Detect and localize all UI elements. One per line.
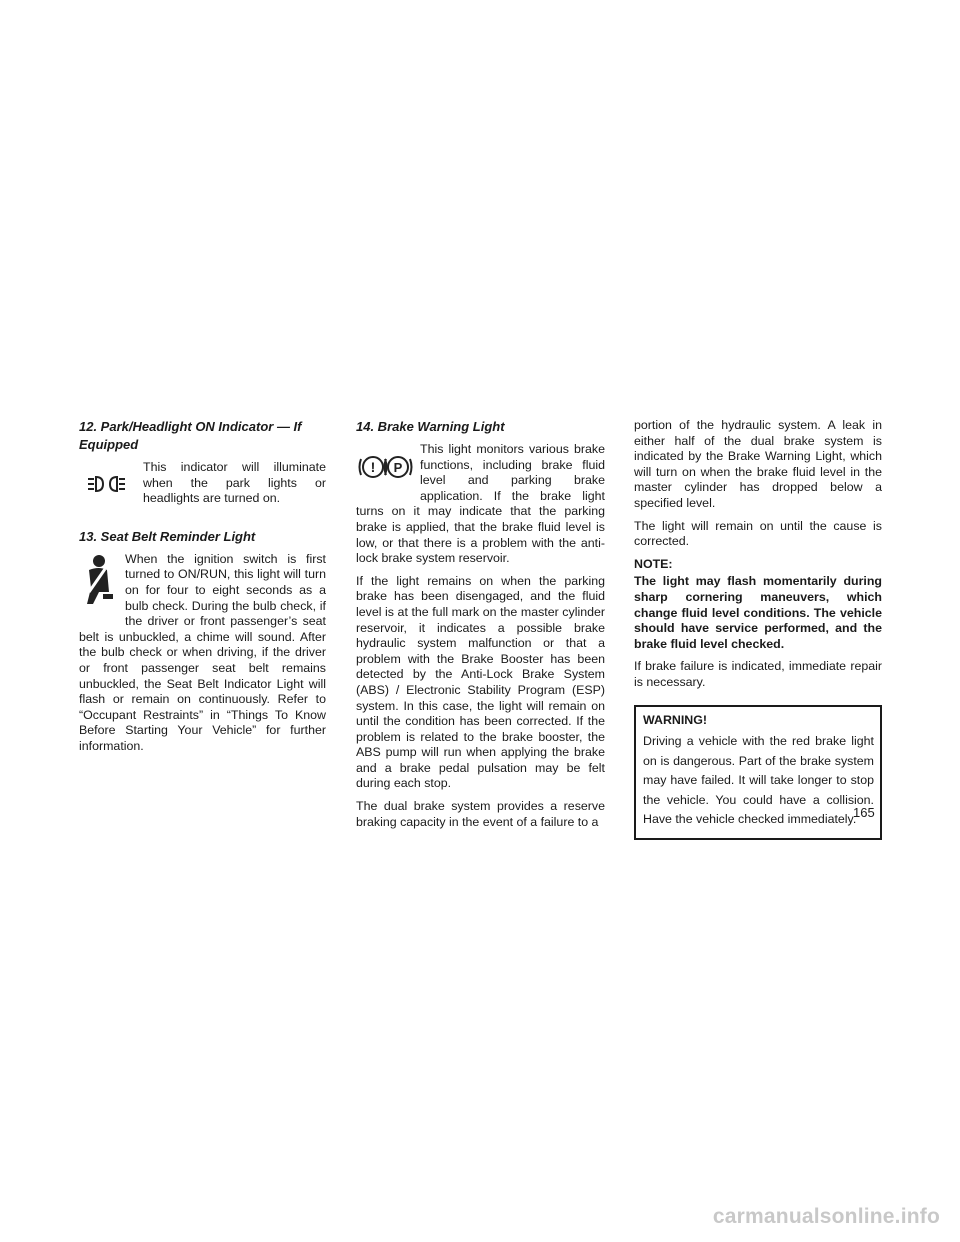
brake-warning-para-3-end: portion of the hydraulic system. A leak in either half of the dual brake system is indicated by the Brake Warning Light, which will turn on when the brake fluid level in the master cylinder has dropped below a specified level. bbox=[634, 418, 882, 510]
brake-warning-para-4: The light will remain on until the cause is corrected. bbox=[634, 518, 882, 549]
note-text: The light may flash momentarily during sharp cornering maneuvers, which change fluid level conditions. The vehicle should have service performed, and the brake fluid level checked. bbox=[634, 574, 882, 651]
park-headlight-icon bbox=[79, 460, 137, 511]
section-brake-warning bbox=[356, 418, 605, 830]
section-seat-belt bbox=[79, 528, 326, 755]
section-park-headlight bbox=[79, 418, 326, 514]
park-headlight-text: This indicator will illuminate when the park lights or headlights are turned on. bbox=[143, 460, 326, 506]
brake-warning-para-2: If the light remains on when the parking brake has been disengaged, and the fluid level is at the full mark on the master cylinder reservoir, it indicates a possible brake hydraulic system malfunction or that a problem with the Brake Booster has been detected by the Anti-Lock Brake System (ABS) / Electronic Stability Program (ESP) system. In this case, the light will remain on until the condition has been corrected. If the problem is related to the brake booster, the ABS pump will run when applying the brake and a brake pedal pulsation may be felt during each stop. bbox=[356, 573, 605, 791]
brake-warning-para-1: This light monitors various brake functions, including brake fluid level and parking brake application. If the brake light turns on it may indicate that the parking brake is applied, that the brake fluid level is low, or that there is a problem with the anti-lock brake system reservoir. bbox=[356, 442, 605, 566]
warning-title: WARNING! bbox=[643, 712, 708, 727]
park-headlight-heading: 12. Park/Headlight ON Indicator — If Equipped bbox=[79, 419, 302, 452]
brake-warning-para-3-start: The dual brake system provides a reserve braking capacity in the event of a failure to a bbox=[356, 799, 605, 829]
brake-warning-para-5: If brake failure is indicated, immediate repair is necessary. bbox=[634, 659, 882, 689]
column-right bbox=[634, 418, 882, 840]
warning-box bbox=[634, 705, 882, 840]
brake-warning-block bbox=[356, 442, 605, 567]
watermark: carmanualsonline.info bbox=[712, 1205, 940, 1228]
warning-text: Driving a vehicle with the red brake light on is dangerous. Part of the brake system may have failed. It will take longer to stop the vehicle. You could have a collision. Have the vehicle checked immediately. bbox=[643, 734, 874, 827]
column-middle bbox=[356, 418, 605, 837]
brake-warning-icon bbox=[356, 442, 414, 497]
note-label: NOTE: bbox=[634, 556, 673, 571]
seat-belt-heading: 13. Seat Belt Reminder Light bbox=[79, 528, 256, 544]
brake-warning-heading: 14. Brake Warning Light bbox=[356, 419, 505, 434]
column-left bbox=[79, 418, 326, 769]
park-headlight-block bbox=[79, 460, 326, 514]
svg-text:P: P bbox=[393, 460, 403, 475]
seat-belt-block bbox=[79, 552, 326, 755]
seat-belt-icon bbox=[79, 552, 119, 615]
seat-belt-text: When the ignition switch is first turned to ON/RUN, this light will turn on for four to eight seconds as a bulb check. During the bulb check, if the driver or front passenger’s seat belt is unbuckled, a chime will sound. After the bulb check or when driving, if the driver or front passenger seat belt remains unbuckled, the Seat Belt Indicator Light will flash or remain on continuously. Refer to “Occupant Restraints” in “Things To Know Before Starting Your Vehicle” for further information. bbox=[79, 551, 326, 753]
page-number: 165 bbox=[853, 805, 875, 820]
svg-text:!: ! bbox=[370, 459, 376, 475]
